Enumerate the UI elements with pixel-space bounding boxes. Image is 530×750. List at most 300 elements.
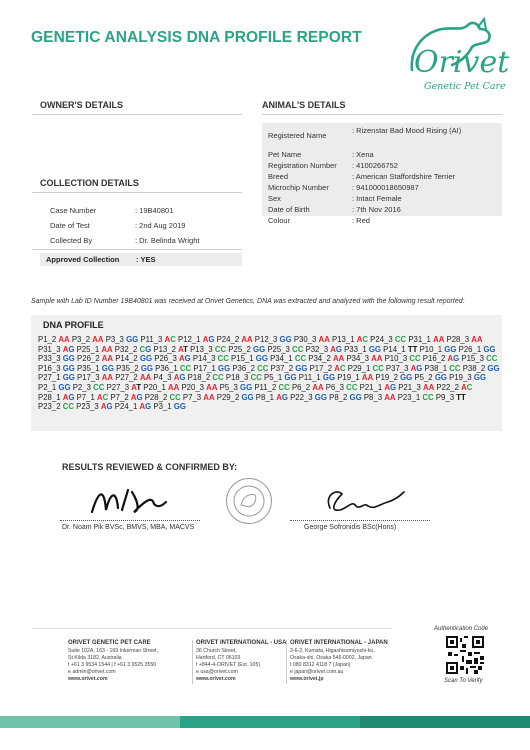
footer-divider — [286, 640, 287, 684]
dna-marker-label: P16_3 — [38, 363, 63, 373]
dna-marker-label: P32_3 — [305, 344, 331, 354]
dna-marker-label: P18_2 — [187, 373, 213, 383]
dna-marker-label: P14_3 — [192, 354, 218, 364]
dna-marker — [425, 364, 461, 373]
dna-marker — [385, 354, 421, 363]
signatory-1-name: Dr. Noam Pik BVSc, BMVS, MBA, MACVS — [62, 524, 195, 531]
dna-marker-label: P4_3 — [153, 373, 174, 383]
dna-marker-genotype: GG — [444, 344, 457, 354]
dna-marker-label: P1_2 — [38, 335, 59, 344]
dna-marker-label: P12_1 — [178, 335, 203, 344]
dna-marker-label: P19_1 — [337, 373, 362, 383]
dna-marker — [217, 335, 253, 344]
dna-marker-label: P9_3 — [435, 392, 457, 402]
sex-value: : Intact Female — [352, 194, 402, 203]
dna-marker — [256, 393, 288, 402]
dna-marker-label: P8_1 — [255, 392, 277, 402]
footer-office-japan-line: 3-6-2, Kumata, Higashisumiyoshi-ku, — [290, 648, 375, 654]
dna-marker-genotype: GG — [218, 363, 231, 373]
animal-details-heading: ANIMAL'S DETAILS — [262, 100, 346, 110]
dna-marker — [398, 393, 434, 402]
signature-sofronidis — [318, 484, 408, 518]
dna-marker-genotype: AA — [92, 335, 104, 344]
dna-marker-label: P28_2 — [144, 392, 170, 402]
dna-marker-genotype: AA — [471, 335, 483, 344]
dna-marker-genotype: CC — [278, 382, 290, 392]
dna-marker — [193, 354, 229, 363]
dna-marker-list — [38, 335, 500, 412]
dna-marker-genotype: AA — [422, 382, 435, 392]
dna-marker-label: P5_2 — [414, 373, 435, 383]
dna-marker-genotype: GG — [349, 392, 362, 402]
registration-number-label: Registration Number — [268, 161, 337, 170]
dna-marker-label: P25_2 — [228, 344, 253, 354]
sample-note: Sample with Lab ID Number 19B40801 was received at Orivet Genetics, DNA was extracted and analyzed with the following result reported: — [31, 298, 465, 305]
authentication-code-label: Authentication Code — [434, 626, 489, 632]
dna-marker-label: P8_3 — [363, 392, 385, 402]
dna-marker-genotype: AA — [318, 335, 330, 344]
dna-marker-label: P19_2 — [375, 373, 401, 383]
dna-marker-genotype: GG — [101, 363, 114, 373]
dna-marker-genotype: GG — [253, 344, 266, 354]
dna-marker — [38, 354, 75, 363]
footer-office-usa-web[interactable]: www.orivet.com — [196, 676, 236, 682]
dna-marker-genotype: AG — [130, 392, 143, 402]
qr-code[interactable] — [446, 636, 484, 674]
dna-marker-label: P3_3 — [105, 335, 127, 344]
dna-marker-genotype: CC — [409, 354, 421, 364]
footer-office-usa-line: Hartford, CT 06103 — [196, 655, 241, 661]
dna-marker — [436, 393, 466, 402]
dna-marker-genotype: GG — [295, 363, 308, 373]
dna-marker-genotype: AC — [334, 363, 346, 373]
dna-marker-label: P14_2 — [115, 354, 140, 364]
dna-marker — [348, 364, 384, 373]
dna-marker-label: P32_2 — [114, 344, 140, 354]
dna-marker-genotype: AA — [361, 373, 374, 383]
dna-marker-genotype: AA — [168, 382, 180, 392]
footer-office-usa-line: 36 Church Street, — [196, 648, 237, 654]
dna-marker — [77, 393, 109, 402]
dna-marker-label: P33_3 — [38, 354, 63, 364]
dna-marker — [420, 345, 457, 354]
dna-marker-label: P24_1 — [114, 402, 140, 412]
footer-color-band — [0, 716, 530, 728]
seal-emblem-icon — [227, 479, 271, 523]
dna-marker-genotype: GG — [173, 402, 186, 412]
dna-marker-genotype: CC — [212, 373, 224, 383]
dna-marker-label: P34_2 — [308, 354, 333, 364]
dna-marker-genotype: GG — [322, 373, 336, 383]
dna-marker-genotype: AG — [202, 335, 215, 344]
dna-marker-genotype: CC — [372, 363, 384, 373]
dna-marker — [255, 335, 292, 344]
collection-row-divider — [32, 249, 242, 250]
dna-marker-label: P26_1 — [458, 344, 484, 354]
footer-office-japan-web[interactable]: www.orivet.jp — [290, 676, 324, 682]
dna-marker-genotype: AG — [62, 392, 75, 402]
owner-details-heading: OWNER'S DETAILS — [40, 100, 123, 110]
dna-marker-label: P2_1 — [38, 382, 59, 392]
dna-marker — [329, 393, 362, 402]
dna-marker-label: P13_3 — [190, 344, 215, 354]
dna-marker-label: P7_3 — [182, 392, 204, 402]
dna-marker — [217, 393, 254, 402]
dna-marker-label: P21_1 — [359, 382, 385, 392]
dna-marker — [299, 373, 335, 382]
dna-marker-label: P13_2 — [153, 344, 179, 354]
dna-marker-label: P36_1 — [155, 363, 180, 373]
collection-divider — [32, 192, 242, 193]
orivet-logo — [392, 15, 512, 100]
colour-value: : Red — [352, 216, 370, 225]
dna-marker-genotype: CC — [217, 354, 229, 364]
dna-marker — [264, 373, 297, 382]
dna-marker — [461, 354, 497, 363]
dna-marker-label: P12_3 — [254, 335, 280, 344]
logo-tagline: Genetic Pet Care — [424, 81, 506, 92]
dna-marker-genotype: CC — [394, 335, 407, 344]
dna-marker — [326, 383, 358, 392]
dna-marker — [106, 335, 139, 344]
dna-marker-label: P15_3 — [461, 354, 487, 364]
dna-marker-label: P31_1 — [408, 335, 434, 344]
dna-marker-label: P26_2 — [77, 354, 102, 364]
dna-marker-genotype: AG — [178, 354, 191, 364]
dna-marker — [115, 402, 151, 411]
date-of-birth-label: Date of Birth — [268, 205, 310, 214]
report-title: GENETIC ANALYSIS DNA PROFILE REPORT — [31, 29, 362, 46]
collected-by-value: : Dr. Belinda Wright — [135, 236, 200, 245]
dna-marker-label: P3_2 — [71, 335, 93, 344]
dna-marker-label: P27_2 — [115, 373, 140, 383]
dna-marker-genotype: AT — [131, 382, 142, 392]
pet-name-label: Pet Name — [268, 150, 302, 159]
dna-marker-label: P18_3 — [225, 373, 251, 383]
dna-marker-label: P37_3 — [385, 363, 411, 373]
dna-marker — [231, 354, 268, 363]
dna-marker — [308, 354, 344, 363]
dna-marker-label: P3_1 — [153, 402, 174, 412]
dna-marker-label: P22_2 — [436, 382, 462, 392]
dna-marker-label: P10_1 — [419, 344, 445, 354]
date-of-test-value: : 2nd Aug 2019 — [135, 221, 186, 230]
dna-marker-label: P25_3 — [267, 344, 293, 354]
animal-details-box — [262, 123, 502, 216]
dna-marker-genotype: GG — [62, 373, 75, 383]
dna-marker-genotype: GG — [284, 373, 297, 383]
dna-marker — [107, 383, 142, 392]
dna-marker-label: P36_2 — [232, 363, 258, 373]
signature-pik — [88, 482, 168, 520]
dna-marker-label: P17_2 — [309, 363, 335, 373]
dna-marker-genotype: GG — [240, 382, 253, 392]
dna-marker — [72, 335, 104, 344]
footer-office-au-line: St Kilda 3182, Australia — [68, 655, 122, 661]
dna-marker-genotype: AA — [101, 354, 114, 364]
dna-marker-genotype: TT — [456, 392, 466, 402]
dna-marker — [145, 393, 181, 402]
dna-marker — [38, 402, 74, 411]
dna-marker-label: P6_2 — [291, 382, 313, 392]
dna-marker-label: P21_3 — [398, 382, 423, 392]
dna-marker — [193, 364, 230, 373]
footer-office-japan-line: e japan@orivet.com.au — [290, 669, 344, 675]
dna-marker — [370, 335, 406, 344]
dna-marker-label: P5_3 — [219, 382, 241, 392]
official-seal — [226, 478, 272, 524]
dna-marker-genotype: CC — [250, 373, 262, 383]
scan-to-verify-label: Scan To Verify — [444, 678, 483, 684]
owner-divider — [32, 114, 242, 115]
dna-marker — [153, 373, 185, 382]
dna-marker-genotype: CC — [486, 354, 498, 364]
dna-marker — [364, 393, 396, 402]
colour-label: Colour — [268, 216, 291, 225]
breed-value: : American Staffordshire Terrier — [352, 172, 456, 181]
dna-marker-genotype: AG — [330, 344, 342, 354]
dna-marker — [220, 383, 253, 392]
dna-marker-genotype: GG — [473, 373, 487, 383]
dna-marker — [344, 345, 381, 354]
dna-marker — [332, 335, 368, 344]
dna-marker-label: P28_1 — [38, 392, 63, 402]
dna-marker-genotype: CC — [62, 402, 74, 412]
logo-word: Orivet — [414, 45, 510, 80]
dna-marker — [143, 383, 179, 392]
dna-marker-label: P29_2 — [216, 392, 242, 402]
dna-marker-genotype: AA — [312, 382, 324, 392]
dna-marker-genotype: CG — [139, 344, 152, 354]
dna-marker — [38, 393, 74, 402]
dna-marker-genotype: AC — [461, 382, 473, 392]
footer-office-usa-line: t +844-4-ORIVET (Ext. 105) — [196, 662, 261, 668]
dna-marker-label: P29_1 — [347, 363, 373, 373]
dna-marker — [188, 373, 224, 382]
dna-marker-genotype: AC — [97, 392, 109, 402]
dna-marker-genotype: GG — [400, 373, 413, 383]
dna-marker-genotype: CC — [294, 354, 307, 364]
dna-marker — [294, 335, 330, 344]
dna-marker — [271, 364, 308, 373]
dna-marker-genotype: CC — [346, 382, 358, 392]
dna-marker — [398, 383, 434, 392]
microchip-label: Microchip Number — [268, 183, 329, 192]
footer-divider — [192, 640, 193, 684]
signatory-2-name: George Sofronidis BSc(Hons) — [304, 524, 397, 531]
dna-marker-genotype: AG — [276, 392, 288, 402]
dna-marker-label: P11_2 — [254, 382, 279, 392]
dna-marker-label: P2_3 — [72, 382, 94, 392]
dna-marker — [115, 373, 151, 382]
dna-marker — [232, 364, 268, 373]
dna-marker-genotype: AC — [356, 335, 368, 344]
dna-marker — [178, 335, 214, 344]
dna-marker-genotype: CC — [257, 363, 269, 373]
footer-office-usa-line: e usa@orivet.com — [196, 669, 238, 675]
dna-marker — [190, 345, 226, 354]
dna-marker-label: P11_3 — [140, 335, 165, 344]
dna-marker-label: P11_1 — [298, 373, 323, 383]
dna-marker — [110, 393, 142, 402]
dna-marker-label: P23_1 — [397, 392, 423, 402]
dna-marker-genotype: CC — [214, 344, 227, 354]
dna-marker-label: P15_1 — [231, 354, 256, 364]
dna-marker-genotype: AA — [241, 335, 253, 344]
pet-name-value: : Xena — [352, 150, 374, 159]
collection-details-heading: COLLECTION DETAILS — [40, 178, 139, 188]
date-of-birth-value: : 7th Nov 2016 — [352, 205, 401, 214]
case-number-label: Case Number — [50, 206, 97, 215]
registered-name-value: : Rizenstar Bad Mood Rising (AI) — [352, 126, 462, 135]
dna-marker — [181, 383, 217, 392]
dna-marker-label: P28_3 — [446, 335, 472, 344]
dna-marker-genotype: TT — [407, 344, 418, 354]
dna-marker — [436, 383, 472, 392]
dna-marker-label: P26_3 — [154, 354, 179, 364]
registered-name-label: Registered Name — [268, 131, 327, 140]
dna-marker — [423, 354, 459, 363]
dna-marker — [310, 364, 346, 373]
dna-marker-genotype: GG — [483, 344, 496, 354]
dna-marker-label: P35_1 — [77, 363, 102, 373]
dna-marker-genotype: GG — [139, 354, 153, 364]
dna-marker-label: P38_1 — [424, 363, 450, 373]
dna-marker — [375, 373, 412, 382]
footer-office-au-line: e admin@orivet.com — [68, 669, 116, 675]
dna-marker-genotype: CC — [179, 363, 192, 373]
dna-marker — [38, 373, 75, 382]
dna-marker-label: P20_3 — [181, 382, 207, 392]
dna-marker-label: P10_3 — [384, 354, 410, 364]
dna-marker-label: P8_2 — [329, 392, 350, 402]
dna-marker-label: P24_3 — [370, 335, 395, 344]
dna-marker-genotype: CC — [292, 344, 304, 354]
dna-marker — [77, 364, 114, 373]
dna-marker-genotype: CC — [169, 392, 181, 402]
dna-marker-genotype: GG — [126, 335, 139, 344]
footer-office-au-web[interactable]: www.orivet.com — [68, 676, 108, 682]
dna-marker-genotype: CC — [422, 392, 434, 402]
dna-marker — [360, 383, 396, 392]
qr-code-icon — [446, 636, 484, 674]
dna-marker — [38, 335, 70, 344]
dna-marker — [77, 373, 113, 382]
dna-marker — [386, 364, 422, 373]
date-of-test-label: Date of Test — [50, 221, 90, 230]
dna-marker — [449, 373, 486, 382]
approved-collection-value: : YES — [136, 255, 156, 264]
dna-marker-label: P13_1 — [332, 335, 357, 344]
dna-marker-label: P35_2 — [116, 363, 141, 373]
footer-office-au-line: Suite 102A, 163 - 169 Inkerman Street, — [68, 648, 158, 654]
dna-marker-genotype: GG — [62, 354, 75, 364]
dna-marker — [337, 373, 373, 382]
dna-marker-label: P24_2 — [216, 335, 242, 344]
footer-office-japan-line: Osaka-shi, Osaka 546-0002, Japan — [290, 655, 372, 661]
dna-marker-genotype: GG — [140, 363, 153, 373]
dna-marker — [153, 345, 188, 354]
dna-marker-label: P14_1 — [383, 344, 408, 354]
dna-marker-genotype: AA — [433, 335, 445, 344]
dna-marker — [226, 373, 262, 382]
dna-marker-label: P16_2 — [422, 354, 448, 364]
dna-marker-genotype: AG — [384, 382, 397, 392]
dna-marker-genotype: GG — [58, 382, 71, 392]
dna-marker-label: P19_3 — [449, 373, 474, 383]
dna-marker-genotype: GG — [62, 363, 75, 373]
dna-marker-genotype: GG — [255, 354, 268, 364]
dna-marker — [140, 335, 175, 344]
dna-marker — [290, 393, 327, 402]
dna-marker — [115, 345, 151, 354]
dna-marker-label: P17_3 — [77, 373, 102, 383]
dna-marker-label: P37_2 — [270, 363, 296, 373]
dna-marker-genotype: AA — [332, 354, 345, 364]
dna-marker-label: P17_1 — [193, 363, 219, 373]
signature-line-1 — [60, 520, 200, 521]
dna-marker — [155, 364, 191, 373]
dna-marker-genotype: AC — [164, 335, 176, 344]
footer-rule — [32, 628, 392, 629]
dna-marker-label: P31_3 — [38, 344, 63, 354]
dna-marker-label: P7_1 — [76, 392, 97, 402]
dna-marker-genotype: GG — [368, 344, 381, 354]
dna-marker-genotype: AA — [139, 373, 152, 383]
dna-marker-label: P27_1 — [38, 373, 63, 383]
dna-marker-genotype: AA — [101, 373, 114, 383]
dna-marker-genotype: AT — [178, 344, 188, 354]
dna-marker-genotype: GG — [241, 392, 254, 402]
dna-marker — [115, 354, 152, 363]
dna-marker-label: P22_3 — [290, 392, 315, 402]
dna-marker — [228, 345, 265, 354]
dna-marker — [447, 335, 483, 344]
dna-marker — [38, 383, 71, 392]
dna-profile-heading: DNA PROFILE — [43, 320, 104, 330]
collected-by-label: Collected By — [50, 236, 93, 245]
dna-marker — [459, 345, 496, 354]
dna-marker-genotype: AG — [100, 402, 113, 412]
dna-marker-genotype: GG — [487, 363, 500, 373]
dna-marker-genotype: GG — [434, 373, 447, 383]
dna-marker — [183, 393, 215, 402]
dna-marker — [408, 335, 444, 344]
dna-marker-label: P38_2 — [462, 363, 488, 373]
dna-marker — [77, 345, 113, 354]
approved-collection-label: Approved Collection — [46, 255, 120, 264]
dna-marker-label: P34_1 — [270, 354, 295, 364]
dna-marker-genotype: CC — [449, 363, 461, 373]
dna-marker-label: P25_1 — [76, 344, 102, 354]
dna-marker-label: P5_1 — [264, 373, 285, 383]
dna-marker-genotype: AA — [384, 392, 396, 402]
dna-marker-genotype: CC — [93, 382, 105, 392]
dna-marker — [346, 354, 382, 363]
breed-label: Breed — [268, 172, 289, 181]
dna-marker-genotype: AG — [410, 363, 423, 373]
dna-marker — [306, 345, 342, 354]
footer-office-au-name: ORIVET GENETIC PET CARE — [68, 640, 151, 646]
footer-office-usa-name: ORIVET INTERNATIONAL - USA — [196, 640, 287, 646]
dna-marker-label: P6_3 — [325, 382, 347, 392]
dna-marker-genotype: AG — [447, 354, 460, 364]
dna-marker-genotype: GG — [279, 335, 292, 344]
dna-marker-genotype: AG — [139, 402, 152, 412]
dna-marker — [383, 345, 417, 354]
dna-marker-genotype: AG — [173, 373, 186, 383]
dna-marker — [270, 354, 306, 363]
